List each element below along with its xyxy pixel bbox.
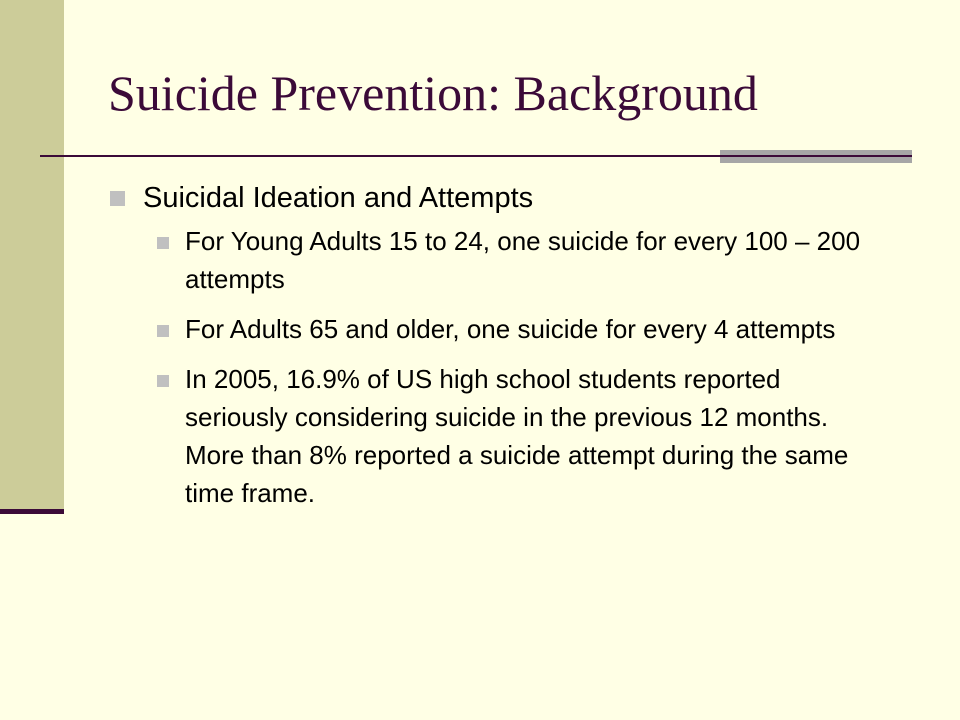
title-underline-accent <box>720 150 912 163</box>
square-bullet-icon <box>157 237 169 249</box>
subbullet-item <box>153 360 865 512</box>
subbullet-text: For Young Adults 15 to 24, one suicide for every 100 – 200 attempts <box>185 226 861 294</box>
slide-body <box>110 176 930 524</box>
square-bullet-icon <box>110 191 125 206</box>
subbullet-text: For Adults 65 and older, one suicide for every 4 attempts <box>185 314 836 344</box>
bullet-item <box>110 176 930 220</box>
square-bullet-icon <box>157 375 169 387</box>
left-accent-band <box>0 0 64 512</box>
left-accent-rule <box>0 509 64 514</box>
slide-title: Suicide Prevention: Background <box>108 65 758 121</box>
subbullet-item <box>153 310 865 348</box>
bullet-text: Suicidal Ideation and Attempts <box>143 182 534 214</box>
square-bullet-icon <box>157 325 169 337</box>
subbullet-text: In 2005, 16.9% of US high school students reported seriously considering suicide in the previous 12 months. More than 8% reported a suicide attempt during the same time frame. <box>185 364 856 508</box>
subbullet-item <box>153 222 865 298</box>
